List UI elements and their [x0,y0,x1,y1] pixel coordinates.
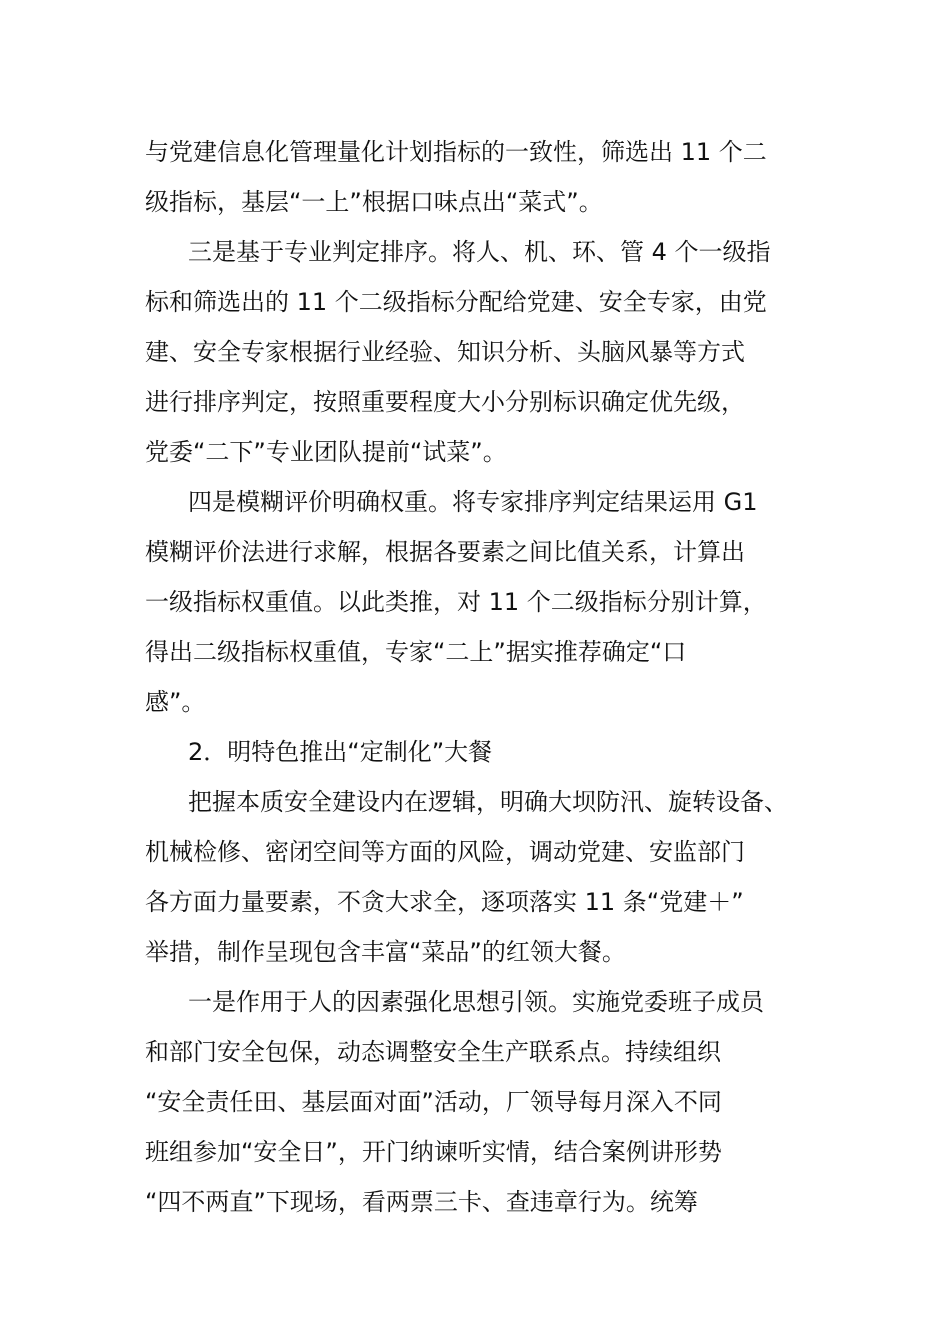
text-line: 党委“二下”专业团队提前“试菜”。 [145,438,507,466]
text-line: 举措，制作呈现包含丰富“菜品”的红领大餐。 [145,938,626,966]
paragraph-start-line: 三是基于专业判定排序。将人、机、环、管 4 个一级指 [188,238,771,266]
text-line: 进行排序判定，按照重要程度大小分别标识确定优先级， [145,388,745,416]
text-line: 标和筛选出的 11 个二级指标分配给党建、安全专家，由党 [145,288,767,316]
text-line: 各方面力量要素，不贪大求全，逐项落实 11 条“党建＋” [145,888,744,916]
text-line: 与党建信息化管理量化计划指标的一致性，筛选出 11 个二 [145,138,767,166]
text-line: 得出二级指标权重值，专家“二上”据实推荐确定“口 [145,638,687,666]
text-line: 和部门安全包保，动态调整安全生产联系点。持续组织 [145,1038,721,1066]
text-line: 机械检修、密闭空间等方面的风险，调动党建、安监部门 [145,838,745,866]
text-line: “四不两直”下现场，看两票三卡、查违章行为。统筹 [145,1188,698,1216]
text-line: 感”。 [145,688,206,716]
paragraph-start-line: 四是模糊评价明确权重。将专家排序判定结果运用 G1 [188,488,758,516]
text-line: 模糊评价法进行求解，根据各要素之间比值关系，计算出 [145,538,745,566]
text-line: 一级指标权重值。以此类推，对 11 个二级指标分别计算， [145,588,767,616]
section-heading: 2．明特色推出“定制化”大餐 [188,738,493,766]
paragraph-start-line: 把握本质安全建设内在逻辑，明确大坝防汛、旋转设备、 [188,788,788,816]
text-line: 班组参加“安全日”，开门纳谏听实情，结合案例讲形势 [145,1138,722,1166]
paragraph-start-line: 一是作用于人的因素强化思想引领。实施党委班子成员 [188,988,764,1016]
text-line: 建、安全专家根据行业经验、知识分析、头脑风暴等方式 [145,338,745,366]
text-line: “安全责任田、基层面对面”活动，厂领导每月深入不同 [145,1088,722,1116]
text-line: 级指标，基层“一上”根据口味点出“菜式”。 [145,188,603,216]
